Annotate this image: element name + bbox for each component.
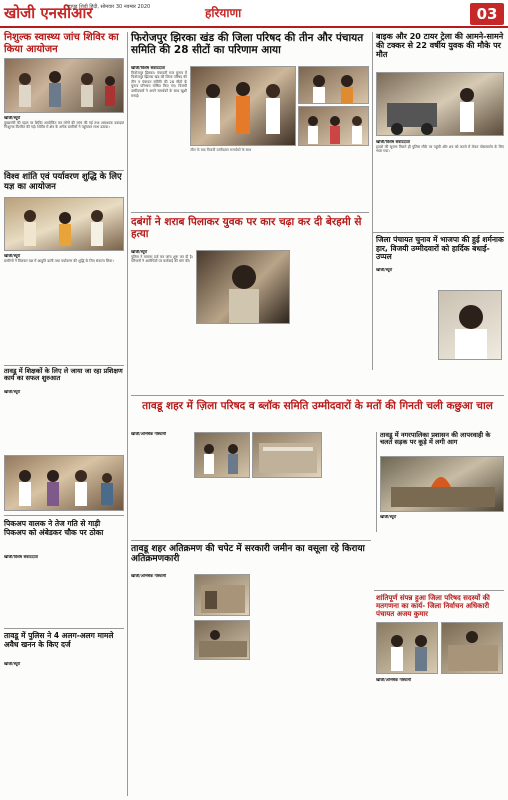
pickup-body: खोजी/विशेष संवाददाता <box>4 555 39 559</box>
health-camp-body: खोजी/ब्यूरो मुख्यमंत्री की पहल पर शिविर आयोजित कर लोगों की जांच की गई तथा आवश्यक दवाइयां निःशुल्क वितरित की गईं। शिविर में क्षेत्र के अनेक ग्रामीणों ने पहुंचकर लाभ उठाया। <box>4 116 124 130</box>
tau-nagar-body: खोजी/ब्यूरो <box>380 515 397 519</box>
headline-encroach: तावडू शहर अतिक्रमण की चपेट में सरकारी जमीन का वसूला रहे किराया अतिक्रमणकारी <box>131 544 365 565</box>
ferozpur-photo-2 <box>298 66 369 104</box>
portrait-photo-icon <box>439 291 502 360</box>
dabangs-body-2 <box>293 250 369 386</box>
headline-bike: बाइक और 20 टायर ट्रेला की आमने-सामने की टक्कर से 22 वर्षीय युवक की मौके पर मौत <box>376 32 504 60</box>
tau-award-photo <box>4 455 124 511</box>
shop-photo-icon <box>195 575 250 616</box>
tauru-count-body-2 <box>194 482 374 530</box>
headline-tau-award: तावडू में शिक्षकों के लिए ले जाया जा रहा प्रशिक्षण कार्य का सफल शुरुआत <box>4 367 123 383</box>
health-camp-photo <box>4 58 124 113</box>
ferozpur-body-2 <box>190 156 368 208</box>
victim-photo-icon <box>197 251 290 324</box>
garbage-fire-photo-icon <box>381 457 504 512</box>
ferozpur-body: खोजी/विशेष संवाददाता फिरोजपुर झिरका। पंचायती राज चुनाव में फिरोजपुर झिरका खंड की जिला परिषद की तीन व पंचायत समिति की 28 सीटों के चुनाव परिणाम घोषित किए गए। विजयी उम्मीदवारों ने अपने समर्थकों के साथ खुशी मनाई। <box>131 66 187 98</box>
encroach-body-2 <box>253 574 371 796</box>
ferozpur-photo-3 <box>298 106 369 146</box>
headline-pickup: पिकअप वालक ने तेज गति से गाड़ी पिकअप को अंबेडकर चौक पर ठोका <box>4 519 104 537</box>
accident-photo-icon <box>377 73 504 136</box>
headline-tauru-count: तावडू शहर में ज़िला परिषद व ब्लॉक समिति उम्मीदवारों के मतों की गिनती चली कछुआ चाल <box>142 400 493 412</box>
group-photo-icon <box>299 107 369 146</box>
tau-award-body: खोजी/ब्यूरो <box>4 390 21 394</box>
headline-dabangs: दबंगों ने शराब पिलाकर युवक पर कार चढ़ा कर दी बेरहमी से हत्या <box>131 216 362 241</box>
ferozpur-caption: जीत के बाद विजयी उम्मीदवार समर्थकों के साथ <box>190 148 252 152</box>
encroach-photo-1 <box>194 574 250 616</box>
dabangs-body: खोजी/ब्यूरो पुलिस ने मामला दर्ज कर जांच शुरू कर दी है। परिजनों ने आरोपियों पर कार्रवाई की मांग की। <box>131 250 193 264</box>
encroach-photo-2 <box>194 620 250 660</box>
env-body: खोजी/ब्यूरो ग्रामीणों ने मिलकर यज्ञ में आहुति डाली तथा पर्यावरण की शुद्धि के लिए संकल्प लिया। <box>4 254 114 263</box>
masthead <box>0 0 508 28</box>
headline-police: तावडू में पुलिस ने 4 अलग-अलग मामले अवैध खनन के किए दर्ज <box>4 631 114 649</box>
headline-env: विश्व शांति एवं पर्यावरण शुद्धि के लिए यज्ञ का आयोजन <box>4 172 122 192</box>
bjp-body: खोजी/ब्यूरो <box>376 268 393 272</box>
date-line: हापुड़ शिवी हिंदी, सोमवार 30 नवम्बर 2020 <box>68 4 151 10</box>
count-photo-1 <box>194 432 250 478</box>
yajna-photo-icon <box>5 198 124 251</box>
bike-photo <box>376 72 504 136</box>
people-photo-icon <box>5 59 124 113</box>
env-photo <box>4 197 124 251</box>
officials-photo-icon <box>377 623 438 674</box>
street-photo-icon <box>195 621 250 660</box>
shanti-body: खोजी/अभिषेक गोस्वामी <box>376 678 411 682</box>
shanti-photo-2 <box>441 622 503 674</box>
section-title: हरियाणा <box>205 6 242 20</box>
encroach-body: खोजी/अभिषेक गोस्वामी <box>131 574 166 578</box>
count-photo-2 <box>252 432 322 478</box>
headline-ferozpur: फिरोजपुर झिरका खंड की जिला परिषद की तीन और पंचायत समिति की 28 सीटों का परिणाम आया <box>131 32 364 57</box>
headline-tau-nagar: तावडू में नगरपालिका प्रशासन की लापरवाही के चलते सड़क पर कूड़े में लगी आग <box>380 431 491 447</box>
counting-staff-photo-icon <box>442 623 503 674</box>
shanti-photo-1 <box>376 622 438 674</box>
dabangs-photo <box>196 250 290 324</box>
police-body: खोजी/ब्यूरो <box>4 662 21 666</box>
ceremony-photo-icon <box>5 456 124 511</box>
headline-shanti: शांतिपूर्ण संपन्न हुआ जिला परिषद सदस्यों की मतगणना का कार्य- जिला निर्वाचन अधिकारी पंचायत अजय कुमार <box>376 594 490 619</box>
bjp-portrait <box>438 290 502 360</box>
bike-body: खोजी/विशेष संवाददाता हादसे की सूचना मिलते ही पुलिस मौके पर पहुंची और शव को कब्जे में लेकर पोस्टमार्टम के लिए भेजा गया। <box>376 140 504 154</box>
ferozpur-photo-1 <box>190 66 296 146</box>
candidate-photo-icon <box>299 67 369 104</box>
headline-bjp: जिला पंचायत चुनाव में भाजपा की हुई शर्मनाक हार, विजयी उम्मीदवारों को हार्दिक बधाई- उप्पल <box>376 235 504 262</box>
headline-health-camp: निशुल्क स्वास्थ्य जांच शिविर का किया आयोजन <box>4 32 119 55</box>
page-number: 03 <box>470 3 504 25</box>
counting-center-photo-icon <box>253 433 322 478</box>
crowd-photo-icon <box>195 433 250 478</box>
tauru-count-body: खोजी/अभिषेक गोस्वामी <box>131 432 166 436</box>
tau-nagar-photo <box>380 456 504 512</box>
newspaper-logo: खोजी एनसीआर <box>4 4 93 22</box>
winners-photo-icon <box>191 67 296 146</box>
